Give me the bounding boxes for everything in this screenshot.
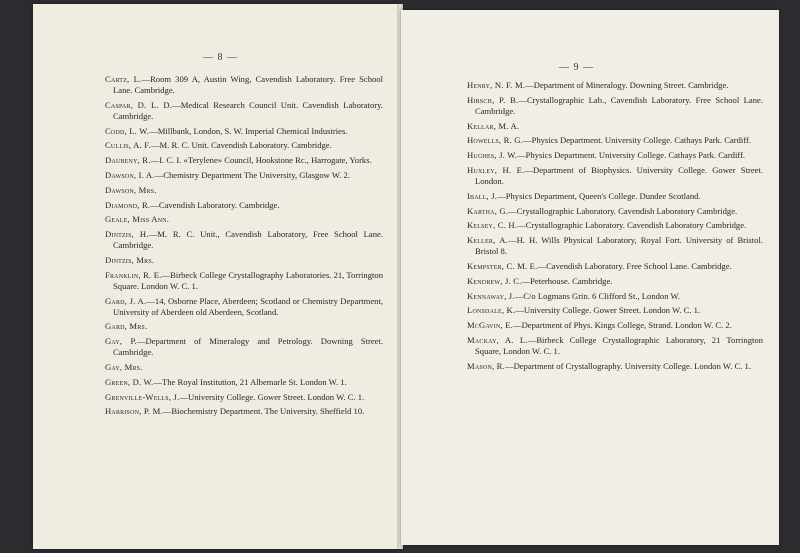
entry-address: —Physics Department. University College. Cathays Park. Cardiff. bbox=[517, 150, 746, 161]
entry-name: Kellar, M. A. bbox=[467, 120, 520, 131]
directory-entry bbox=[467, 361, 763, 372]
entry-name: Mason, R. bbox=[467, 360, 505, 371]
entry-name: Mackay, A. L. bbox=[467, 334, 528, 345]
entry-address: —Crystallographic Laboratory. Cavendish Laboratory Cambridge. bbox=[517, 220, 747, 231]
entry-address: —Chemistry Department The University, Glasgow W. 2. bbox=[154, 169, 350, 180]
entry-address: —Department of Mineralogy. Downing Street. Cambridge. bbox=[525, 80, 729, 90]
entry-name: Hughes, J. W. bbox=[467, 150, 518, 161]
entry-name: Grenville-Wells, J. bbox=[105, 391, 180, 402]
entry-address: —Department of Biophysics. University College. Gower Street. London. bbox=[475, 164, 763, 186]
entry-address: —Department of Crystallography. University College. London W. C. 1. bbox=[504, 360, 751, 371]
entry-address: —I. C. I. «Terylene» Council, Hookstone Rc., Harrogate, Yorks. bbox=[150, 155, 372, 166]
directory-entry bbox=[467, 305, 763, 316]
directory-entry bbox=[105, 336, 383, 358]
entry-address: —M. R. C. Unit. Cavendish Laboratory. Cambridge. bbox=[150, 140, 332, 151]
entry-name: Kelsey, C. H. bbox=[467, 220, 518, 231]
directory-entry bbox=[105, 321, 383, 332]
entry-address: —Medical Research Council Unit. Cavendish Laboratory. Cambridge. bbox=[113, 99, 383, 121]
page-number: — 9 — bbox=[559, 62, 594, 73]
entry-name: Franklin, R. E. bbox=[105, 269, 162, 280]
directory-entry bbox=[105, 392, 383, 403]
entry-list bbox=[105, 74, 383, 421]
entry-name: Lonsdale, K. bbox=[467, 305, 516, 316]
directory-entry bbox=[105, 406, 383, 417]
entry-name: Geale, Miss Ann. bbox=[105, 214, 170, 225]
entry-address: —Birbeck College Crystallographic Laboratory, 21 Torrington Square, London W. C. 1. bbox=[475, 334, 764, 356]
entry-list bbox=[467, 80, 763, 376]
entry-address: —M. R. C. Unit., Cavendish Laboratory, Free School Lane. Cambridge. bbox=[113, 229, 383, 251]
directory-entry bbox=[105, 270, 383, 292]
directory-entry bbox=[467, 165, 763, 187]
directory-entry bbox=[105, 200, 383, 211]
entry-address: —Physics Department. University College. Cathays Park. Cardiff. bbox=[523, 135, 752, 146]
entry-name: Gay, Mrs. bbox=[105, 361, 143, 372]
directory-entry bbox=[467, 291, 763, 302]
directory-entry bbox=[105, 100, 383, 122]
directory-entry bbox=[467, 220, 763, 231]
entry-address: —Cavendish Laboratory. Free School Lane. Cambridge. bbox=[537, 260, 732, 271]
directory-entry bbox=[105, 185, 383, 196]
directory-entry bbox=[105, 140, 383, 151]
right-page bbox=[401, 10, 779, 545]
entry-address: —Department of Mineralogy and Petrology. Downing Street. Cambridge. bbox=[113, 336, 383, 358]
directory-entry bbox=[467, 335, 763, 357]
entry-name: Green, D. W. bbox=[105, 376, 154, 387]
directory-entry bbox=[467, 191, 763, 202]
entry-name: Cullis, A. F. bbox=[105, 140, 151, 151]
entry-address: —University College. Gower Street. London W. C. 1. bbox=[179, 391, 365, 402]
entry-name: Gard, J. A. bbox=[105, 295, 147, 306]
entry-name: Diamond, R. bbox=[105, 199, 151, 210]
entry-name: Kartha, G. bbox=[467, 205, 509, 216]
entry-name: Dintzis, Mrs. bbox=[105, 254, 155, 265]
entry-name: Iball, J. bbox=[467, 190, 498, 201]
directory-entry bbox=[467, 150, 763, 161]
entry-name: Kennaway, J. bbox=[467, 290, 515, 301]
left-page bbox=[33, 4, 399, 549]
directory-entry bbox=[105, 126, 383, 137]
entry-name: Gay, P. bbox=[105, 336, 137, 347]
entry-name: Cartz, L. bbox=[105, 74, 142, 84]
directory-entry bbox=[105, 214, 383, 225]
directory-entry bbox=[467, 276, 763, 287]
entry-address: —Department of Phys. Kings College, Strand. London W. C. 2. bbox=[512, 320, 732, 331]
directory-entry bbox=[467, 135, 763, 146]
entry-address: —Room 309 A, Austin Wing, Cavendish Laboratory. Free School Lane. Cambridge. bbox=[113, 74, 383, 95]
entry-address: —Physics Department, Queen's College. Dundee Scotland. bbox=[497, 190, 701, 201]
entry-address: —C/o Logmans Grin. 6 Clifford St., London W. bbox=[514, 290, 680, 301]
directory-entry bbox=[105, 229, 383, 251]
entry-address: —Crystallographic Laboratory. Cavendish Laboratory Cambridge. bbox=[508, 205, 738, 216]
directory-entry bbox=[105, 170, 383, 181]
directory-entry bbox=[467, 235, 763, 257]
entry-address: —Cavendish Laboratory. Cambridge. bbox=[150, 199, 280, 210]
entry-name: Dawson, Mrs. bbox=[105, 184, 157, 195]
entry-name: Dawson, I. A. bbox=[105, 169, 155, 180]
directory-entry bbox=[105, 155, 383, 166]
entry-name: Daubeny, R. bbox=[105, 155, 151, 166]
entry-name: Huxley, H. E. bbox=[467, 164, 525, 175]
entry-address: —14, Osborne Place, Aberdeen; Scotland or Chemistry Department, University of Aberdeen old Aberdeen, Scotland. bbox=[113, 295, 383, 317]
directory-entry bbox=[467, 80, 763, 91]
entry-name: Kendrew, J. C. bbox=[467, 275, 522, 286]
entry-name: Hirsch, P. B. bbox=[467, 94, 519, 105]
entry-address: —University College. Gower Street. London W. C. 1. bbox=[515, 305, 701, 316]
entry-name: Keller, A. bbox=[467, 235, 508, 246]
entry-address: —Birbeck College Crystallography Laboratories. 21, Torrington Square. London W. C. 1. bbox=[113, 269, 383, 291]
entry-name: Caspar, D. L. D. bbox=[105, 99, 173, 110]
entry-address: —The Royal Institution, 21 Albemarle St. London W. 1. bbox=[153, 376, 347, 387]
directory-entry bbox=[467, 206, 763, 217]
entry-name: Dintzis, H. bbox=[105, 229, 149, 240]
directory-entry bbox=[105, 296, 383, 318]
directory-entry bbox=[105, 362, 383, 373]
directory-entry bbox=[467, 95, 763, 117]
entry-name: Codd, L. W. bbox=[105, 125, 150, 136]
entry-name: McGavin, E. bbox=[467, 320, 513, 331]
entry-address: —Millbank, London, S. W. Imperial Chemical Industries. bbox=[149, 125, 348, 136]
entry-name: Gard, Mrs. bbox=[105, 321, 148, 332]
entry-name: Kempster, C. M. E. bbox=[467, 260, 538, 271]
directory-entry bbox=[467, 121, 763, 132]
directory-entry bbox=[105, 74, 383, 96]
directory-entry bbox=[467, 320, 763, 331]
page-number: — 8 — bbox=[203, 52, 238, 63]
directory-entry bbox=[105, 377, 383, 388]
entry-name: Howells, R. G. bbox=[467, 135, 524, 146]
entry-address: —Peterhouse. Cambridge. bbox=[521, 275, 613, 286]
entry-name: Henry, N. F. M. bbox=[467, 80, 526, 90]
directory-entry bbox=[105, 255, 383, 266]
entry-name: Harrison, P. M. bbox=[105, 406, 163, 417]
entry-address: —H. H. Wills Physical Laboratory, Royal Fort. University of Bristol. Bristol 8. bbox=[475, 235, 763, 257]
directory-entry bbox=[467, 261, 763, 272]
entry-address: —Crystallographic Lab., Cavendish Laboratory. Free School Lane. Cambridge. bbox=[475, 94, 764, 116]
entry-address: —Biochemistry Department. The University. Sheffield 10. bbox=[162, 406, 365, 417]
